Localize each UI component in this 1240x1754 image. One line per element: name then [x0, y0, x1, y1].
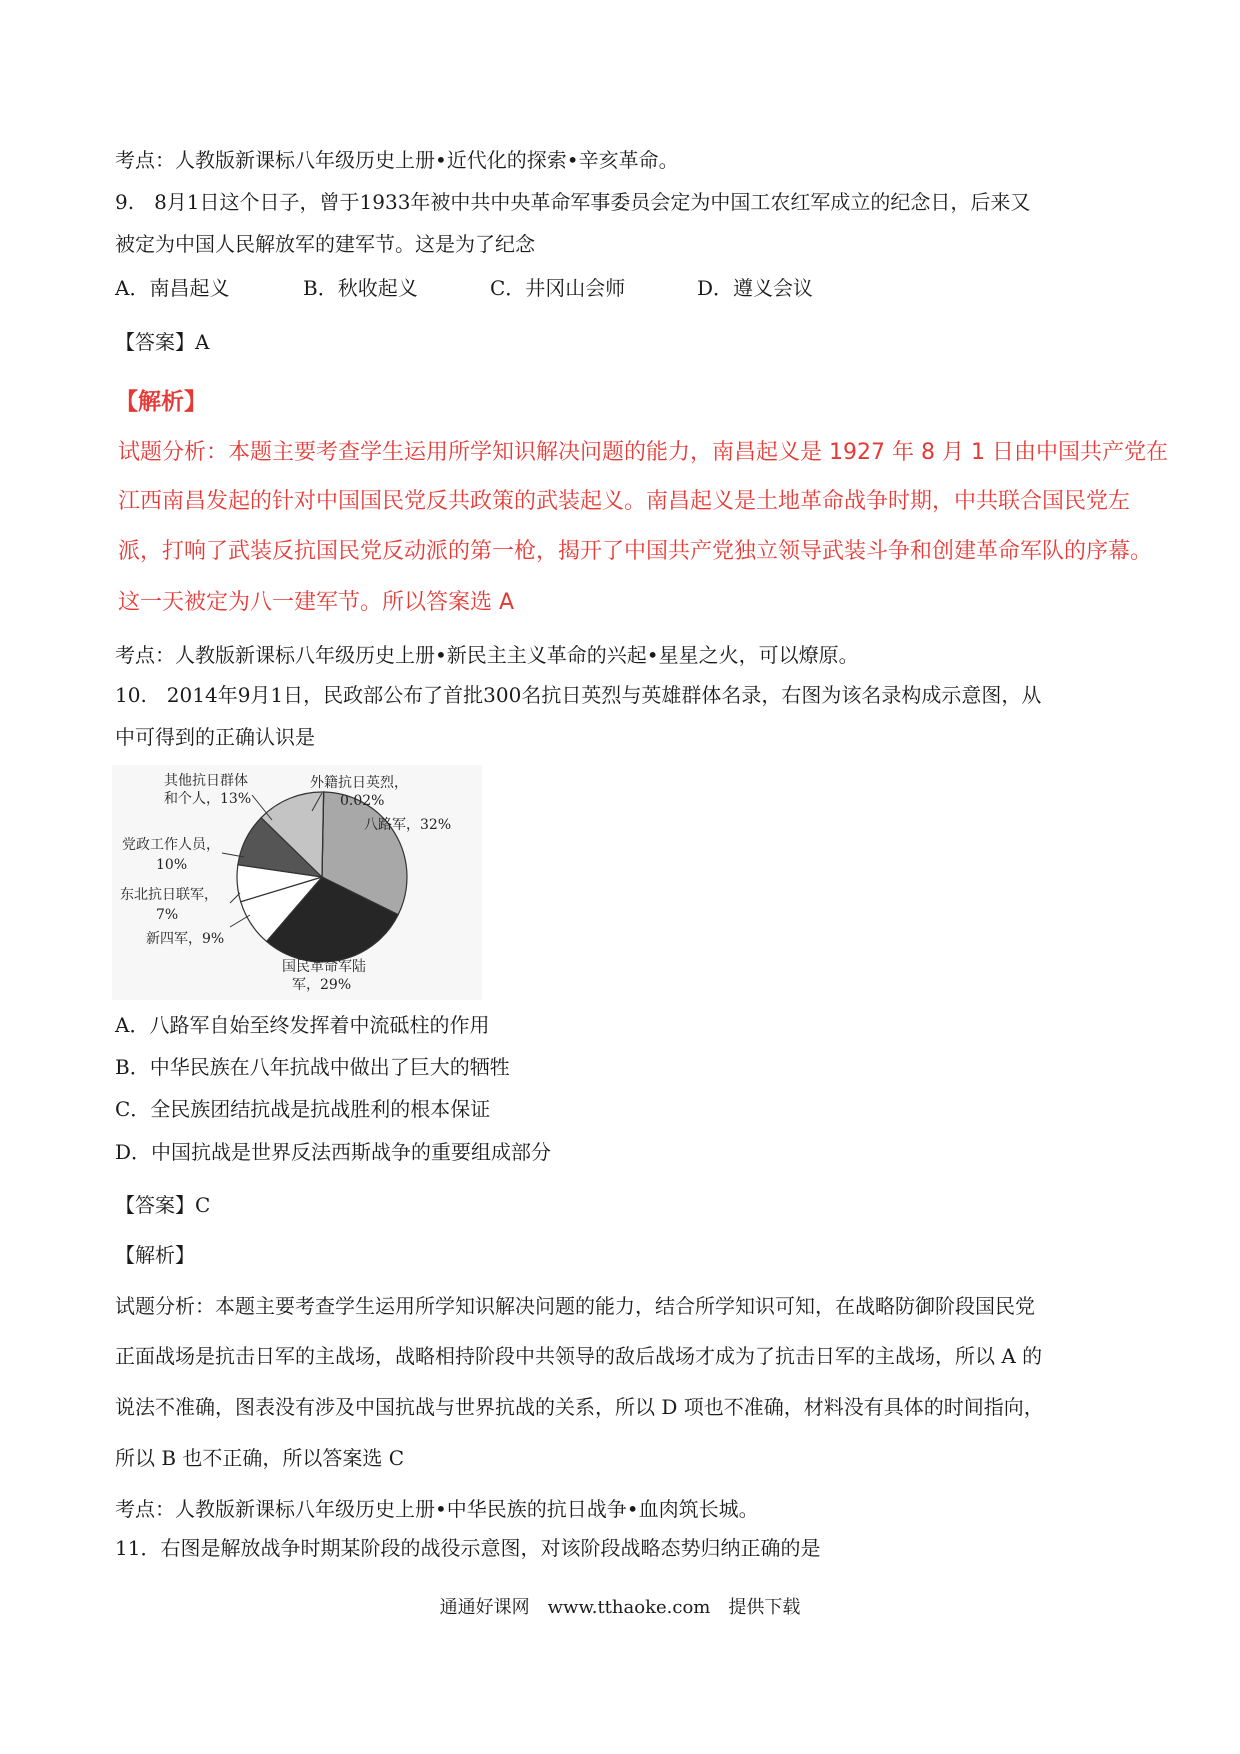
q10-stem-line2: 中可得到的正确认识是	[115, 725, 315, 749]
page-footer: 通通好课网 www.tthaoke.com 提供下载	[439, 1597, 801, 1618]
q11-stem-line1: 11．右图是解放战争时期某阶段的战役示意图，对该阶段战略态势归纳正确的是	[115, 1536, 821, 1560]
label-qita-2: 和个人，13%	[164, 791, 252, 807]
pie-chart	[112, 765, 482, 1000]
q9-stem-line2: 被定为中国人民解放军的建军节。这是为了纪念	[115, 232, 535, 256]
q9-analysis-line4: 这一天被定为八一建军节。所以答案选 A	[118, 590, 515, 615]
label-dongbei-1: 东北抗日联军，	[120, 887, 218, 903]
label-waiji-1: 外籍抗日英烈，	[310, 775, 408, 791]
q8-kaodian: 考点：人教版新课标八年级历史上册•近代化的探索•辛亥革命。	[115, 148, 679, 172]
label-dangzheng-1: 党政工作人员，	[122, 837, 220, 853]
q10-stem-line1: 10. 2014年9月1日，民政部公布了首批300名抗日英烈与英雄群体名录，右图为该名录构成示意图，从	[115, 683, 1042, 707]
q9-stem-line1: 9. 8月1日这个日子，曾于1933年被中共中央革命军事委员会定为中国工农红军成立的纪念日，后来又	[115, 190, 1031, 214]
q9-analysis-line1: 试题分析：本题主要考查学生运用所学知识解决问题的能力，南昌起义是 1927 年 8 月 1 日由中国共产党在	[118, 440, 1168, 465]
label-dongbei-2: 7%	[156, 907, 179, 923]
label-guomin-2: 军，29%	[292, 977, 352, 993]
q10-option-d: D．中国抗战是世界反法西斯战争的重要组成部分	[115, 1140, 552, 1164]
label-guomin-1: 国民革命军陆	[282, 959, 366, 975]
q10-analysis-line4: 所以 B 也不正确，所以答案选 C	[115, 1446, 405, 1470]
q9-option-d: D．遵义会议	[697, 276, 814, 300]
q9-option-c: C．井冈山会师	[490, 276, 626, 300]
label-xinsijun: 新四军，9%	[146, 931, 225, 947]
q9-answer: 【答案】A	[115, 330, 210, 354]
q10-jiexi-heading: 【解析】	[115, 1243, 195, 1267]
q10-option-c: C．全民族团结抗战是抗战胜利的根本保证	[115, 1097, 491, 1121]
q10-option-b: B．中华民族在八年抗战中做出了巨大的牺牲	[115, 1055, 510, 1079]
q10-analysis-line1: 试题分析：本题主要考查学生运用所学知识解决问题的能力，结合所学知识可知，在战略防御阶段国民党	[115, 1294, 1035, 1318]
q10-analysis-line3: 说法不准确，图表没有涉及中国抗战与世界抗战的关系，所以 D 项也不准确，材料没有具体的时间指向，	[115, 1395, 1044, 1419]
label-waiji-2: 0.02%	[340, 793, 385, 809]
label-dangzheng-2: 10%	[156, 857, 188, 873]
q9-kaodian: 考点：人教版新课标八年级历史上册•新民主主义革命的兴起•星星之火，可以燎原。	[115, 643, 859, 667]
q9-option-a: A．南昌起义	[115, 276, 230, 300]
q9-jiexi-heading: 【解析】	[115, 389, 207, 415]
q10-kaodian: 考点：人教版新课标八年级历史上册•中华民族的抗日战争•血肉筑长城。	[115, 1497, 759, 1521]
label-qita-1: 其他抗日群体	[164, 773, 248, 789]
q9-option-b: B．秋收起义	[303, 276, 418, 300]
q9-analysis-line3: 派，打响了武装反抗国民党反动派的第一枪，揭开了中国共产党独立领导武装斗争和创建革命军队的序幕。	[118, 539, 1153, 564]
q10-analysis-line2: 正面战场是抗击日军的主战场，战略相持阶段中共领导的敌后战场才成为了抗击日军的主战场，所以 A 的	[115, 1344, 1043, 1368]
label-bajunjun: 八路军，32%	[364, 817, 452, 833]
q10-option-a: A．八路军自始至终发挥着中流砥柱的作用	[115, 1013, 490, 1037]
q10-answer: 【答案】C	[115, 1193, 211, 1217]
q9-analysis-line2: 江西南昌发起的针对中国国民党反共政策的武装起义。南昌起义是土地革命战争时期，中共联合国民党左	[118, 489, 1131, 514]
